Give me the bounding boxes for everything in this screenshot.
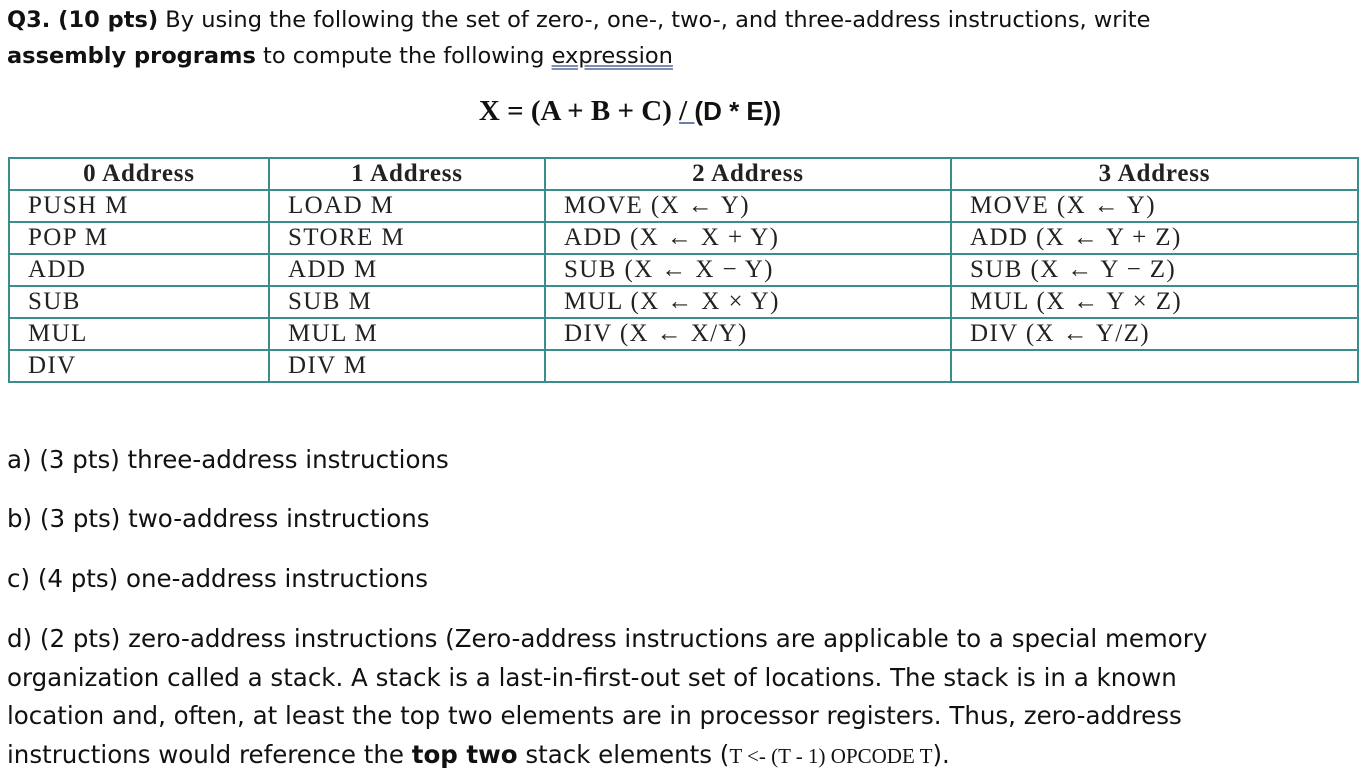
table-cell (545, 350, 951, 382)
table-cell: DIV (X ← X/Y) (545, 318, 951, 350)
instruction-set-table (8, 157, 1359, 383)
part-d-lead: d) (2 pts) zero-address instructions (Zero-address instructions are applicable to a special memory organization called a stack. A stack is a last-in-first-out set of locations. The stack is in a known location and, often, at least the top two elements are in processor registers. Thus, zero-address instructions would reference the (7, 624, 1208, 769)
part-d-formula: T <- (T - 1) OPCODE T (729, 743, 933, 768)
question-tail: to compute the following (263, 43, 545, 69)
table-cell: DIV (X ← Y/Z) (951, 318, 1358, 350)
part-d-tail: stack elements ( (525, 739, 730, 769)
table-cell: MUL (9, 318, 269, 350)
table-cell: ADD M (269, 254, 545, 286)
table-cell: PUSH M (9, 190, 269, 222)
table-cell: SUB (X ← X − Y) (545, 254, 951, 286)
table-row (9, 350, 1358, 382)
table-cell: DIV M (269, 350, 545, 382)
table-cell: LOAD M (269, 190, 545, 222)
question-bold-phrase: assembly programs (7, 43, 256, 69)
table-cell: STORE M (269, 222, 545, 254)
part-d-end: ). (932, 739, 950, 769)
part-a: a) (3 pts) three-address instructions (7, 445, 449, 474)
table-cell: MUL (X ← X × Y) (545, 286, 951, 318)
part-d (7, 620, 1247, 775)
formula-slash: / (679, 95, 695, 127)
part-b: b) (3 pts) two-address instructions (7, 504, 430, 533)
table-cell: SUB (X ← Y − Z) (951, 254, 1358, 286)
question-heading (7, 2, 1257, 74)
table-row (9, 254, 1358, 286)
table-row (9, 222, 1358, 254)
table-cell: MOVE (X ← Y) (951, 190, 1358, 222)
formula-part1: X = (A + B + C) (478, 95, 672, 127)
table-cell (951, 350, 1358, 382)
part-d-bold: top two (411, 739, 518, 769)
expression-formula (0, 93, 1260, 129)
table-cell: ADD (9, 254, 269, 286)
table-cell: SUB M (269, 286, 545, 318)
table-cell: DIV (9, 350, 269, 382)
table-cell: POP M (9, 222, 269, 254)
table-cell: MUL (X ← Y × Z) (951, 286, 1358, 318)
table-cell: MOVE (X ← Y) (545, 190, 951, 222)
table-cell: SUB (9, 286, 269, 318)
table-cell: MUL M (269, 318, 545, 350)
table-row (9, 190, 1358, 222)
question-label: Q3. (10 pts) (7, 7, 159, 33)
table-row (9, 318, 1358, 350)
part-c: c) (4 pts) one-address instructions (7, 564, 428, 593)
header-1-address: 1 Address (269, 158, 545, 190)
header-2-address: 2 Address (545, 158, 951, 190)
question-intro: By using the following the set of zero-, one-, two-, and three-address instructions, write (165, 7, 1151, 33)
table-cell: ADD (X ← Y + Z) (951, 222, 1358, 254)
table-row (9, 286, 1358, 318)
formula-part2: (D * E)) (694, 96, 782, 126)
expression-word: expression (551, 43, 673, 69)
table-header-row (9, 158, 1358, 190)
header-3-address: 3 Address (951, 158, 1358, 190)
header-0-address: 0 Address (9, 158, 269, 190)
table-cell: ADD (X ← X + Y) (545, 222, 951, 254)
